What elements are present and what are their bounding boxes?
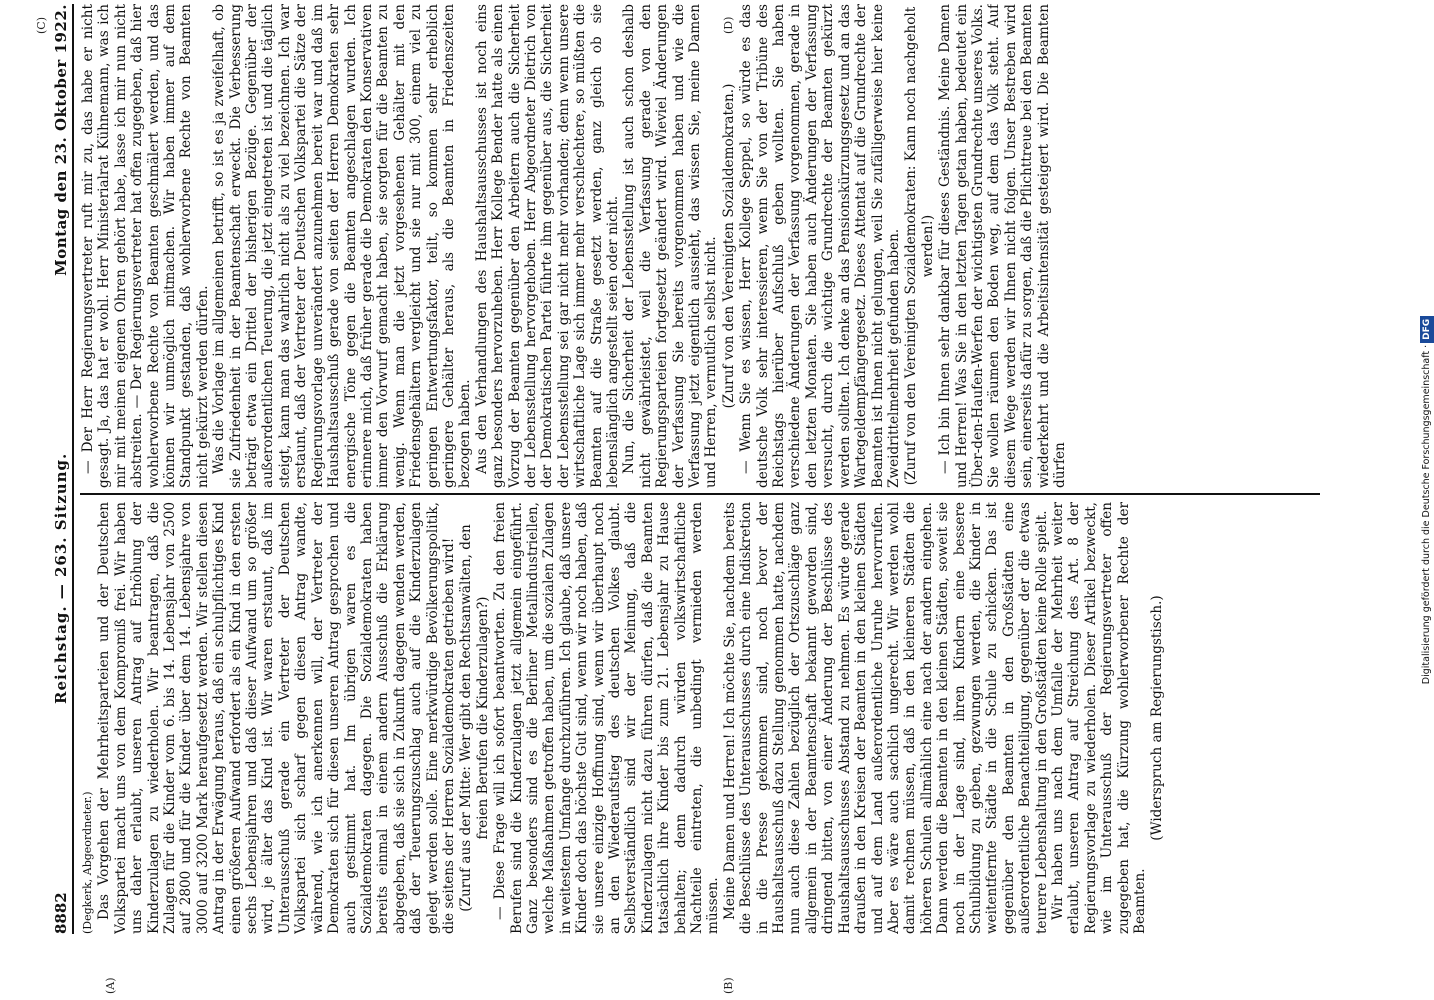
interjection: (Widerspruch am Regierungstisch.) [1149,595,1166,841]
page-header [52,4,74,934]
interjection: (Zuruf von den Vereinigten Sozialdemokraten: Kann noch nachgeholt werden!) [903,6,936,486]
margin-letter-b: (B) [722,977,735,994]
paragraph: Meine Damen und Herren! Ich möchte Sie, nachdem bereits die Beschlüsse des Unterausschusses durch eine Indiskretion in die Presse gekommen sind, noch bevor der Haushaltsausschuß dazu Stellung genommen hatte, nachdem nun auch diese Zahlen bezüglich der Ortszuschläge ganz allgemein in der Beamtenschaft bekannt geworden sind, dringend bitten, von einer Änderung der Beschlüsse des Haushaltsausschusses Abstand zu nehmen. Es würde gerade draußen in den Kreisen der Beamten in den kleinen Städten und auf dem Land außerordentliche Unruhe hervorrufen. Aber es wäre auch sachlich ungerecht. Wir werden wohl damit rechnen müssen, daß in den kleineren Städten die höheren Schulen allmählich eine nach der andern eingehen. Dann werden die Beamten in den kleinen Städten, soweit sie noch in der Lage sind, ihren Kindern eine bessere Schulbildung zu geben, gezwungen werden, die Kinder in weitentfernte Städte in die Schule zu schicken. Das ist gegenüber den Beamten in den Großstädten eine außerordentliche Benachteiligung, gegenüber der die etwas teurere Lebenshaltung in den Großstädten keine Rolle spielt. [721,502,1050,934]
margin-letter-d: (D) [722,16,735,34]
page-number: 8882 [52,892,70,934]
paragraph: — Wenn Sie es wissen, Herr Kollege Seppel, so würde es das deutsche Volk sehr interessieren, wenn Sie von der Tribüne des Reichstags hierüber Aufschluß geben wollten. Sie haben verschiedene Änderungen der Verfassung vorgenommen, gerade in den letzten Monaten. Sie haben auch Änderungen der Verfassung versucht, durch die wichtige Grundrechte der Beamten gekürzt werden sollten. Ich denke an das Pensionskürzungsgesetz und an das Wartegeldempfängergesetz. Dieses Attentat auf die Grundrechte der Beamten ist Ihnen nicht gelungen, weil Sie zufälligerweise hier keine Zweidrittelmehrheit gefunden haben. [738,4,902,488]
margin-letter-c: (C) [35,17,48,34]
left-column [80,502,1320,934]
speaker-tag: (Degkerk, Abgeordneter.) [81,791,94,934]
paragraph: Nun, die Sicherheit der Lebensstellung ist auch schon deshalb nicht gewährleistet, weil die Verfassung gerade von den Regierungsparteien fortgesetzt geändert wird. Wieviel Änderungen der Verfassung Sie bereits vorgenommen haben und wie die Verfassung jetzt eigentlich aussieht, das wissen Sie, meine Damen und Herren, vermutlich selbst nicht. [621,4,720,488]
interjection: (Zuruf von den Vereinigten Sozialdemokraten.) [720,83,737,409]
interjection: (Zuruf aus der Mitte: Wer gibt den Rechtsanwälten, den freien Berufen die Kinderzulagen?) [458,524,491,912]
paragraph: Das Vorgehen der Mehrheitsparteien und der Deutschen Volkspartei macht uns von dem Kompromiß frei. Wir haben uns daher erlaubt, unseren Antrag auf Erhöhung der Kinderzulagen zu wiederholen. Wir beantragen, daß die Zulagen für die Kinder vom 6. bis 14. Lebensjahr von 2500 auf 2800 und für die Kinder über dem 14. Lebensjahre von 3000 auf 3200 Mark heraufgesetzt werden. Wir stellen diesen Antrag in der Erwägung heraus, daß ein schulpflichtiges Kind einen größeren Aufwand erfordert als ein Kind in den ersten sechs Lebensjahren und daß dieser Aufwand um so größer wird, je älter das Kind ist. Wir waren erstaunt, daß im Unterausschuß gerade ein Vertreter der Deutschen Volkspartei sich scharf gegen diesen Antrag wandte, während, wie ich anerkennen will, der Vertreter der Demokraten sich für diesen unseren Antrag gesprochen und auch gestimmt hat. Im übrigen waren es die Sozialdemokraten dagegen. Die Sozialdemokraten haben bereits einmal in einem andern Ausschuß die Erklärung abgegeben, daß sie sich in Zukunft dagegen wenden werden, daß der Teuerungszuschlag auch auf die Kinderzulagen gelegt werden solle. Eine merkwürdige Bevölkerungspolitik, die seitens der Herren Sozialdemokraten getrieben wird! [96,502,457,934]
dfg-logo: DFG [1420,316,1434,343]
margin-letter-a: (A) [104,977,117,994]
column-divider [80,493,1320,495]
paragraph: Aus den Verhandlungen des Haushaltsausschusses ist noch eins ganz besonders hervorzuheben. Herr Kollege Bender hatte als einen Vorzug der Beamten gegenüber den Arbeitern auch die Sicherheit der Lebensstellung hervorgehoben. Herr Abgeordneter Dietrich von der Demokratischen Partei führte ihm gegenüber aus, die Sicherheit der Lebensstellung sei gar nicht mehr vorhanden; denn wenn unsere wirtschaftliche Lage sich immer mehr verschlechtere, so müßten die Beamten auf die Straße gesetzt werden, ganz gleich ob sie lebenslänglich angestellt seien oder nicht. [473,4,621,488]
digitization-credit [1420,0,1434,1000]
header-date: Montag den 23. Oktober 1922. [52,4,70,276]
right-column [80,4,1320,488]
paragraph: — Diese Frage will ich sofort beantworten. Zu den freien Berufen sind die Kinderzulagen jetzt allgemein eingeführt. Ganz besonders sind es die Berliner Metallindustriellen, welche Maßnahmen getroffen haben, um die sozialen Zulagen in weitestem Umfange durchzuführen. Ich glaube, daß unsere Kinder doch das höchste Gut sind, wenn wir noch haben, daß sie unsere einzige Hoffnung sind, wenn wir überhaupt noch an den Wiederaufstieg des deutschen Volkes glaubt. Selbstverständlich sind wir der Meinung, daß die Kinderzulagen nicht dazu führen dürfen, daß die Beamten tatsächlich ihre Kinder bis zum 21. Lebensjahr zu Hause behalten; denn dadurch würden volkswirtschaftliche Nachteile eintreten, die unbedingt vermieden werden müssen. [492,502,722,934]
paragraph: — Der Herr Regierungsvertreter ruft mir zu, das habe er nicht gesagt. Ja, das hat er wohl. Herr Ministerialrat Kühnemann, was ich mir mit meinen eigenen Ohren gehört habe, lasse ich mir nun nicht abstreiten. — Der Regierungsvertreter hat offen zugegeben, daß hier wohlerworbene Rechte von Beamten geschmälert werden, und das können wir unmöglich mitmachen. Wir haben immer auf dem Standpunkt gestanden, daß wohlerworbene Rechte von Beamten nicht gekürzt werden dürfen. [80,4,211,488]
paragraph: Wir haben uns nach dem Umfalle der Mehrheit weiter erlaubt, unseren Antrag auf Streichung des Art. 8 der Regierungsvorlage zu wiederholen. Dieser Artikel bezweckt, wie im Unterausschuß der Regierungsvertreter offen zugegeben hat, die Kürzung wohlerworbener Rechte der Beamten. [1049,502,1148,934]
header-title: Reichstag. — 263. Sitzung. [52,452,70,704]
credit-text: Digitalisierung gefördert durch die Deutsche Forschungsgemeinschaft · [1421,344,1432,685]
paragraph: Was die Vorlage im allgemeinen betrifft, so ist es ja zweifelhaft, ob sie Zufriedenheit in der Beamtenschaft erweckt. Die Verbesserung beträgt etwa ein Drittel der bisherigen Bezüge. Gegenüber der außerordentlichen Teuerung, die jetzt eingetreten ist und die täglich steigt, kann man das wahrlich nicht als zu viel bezeichnen. Ich war erstaunt, daß der Vertreter der Deutschen Volkspartei die Sätze der Regierungsvorlage unverändert anzunehmen bereit war und daß im Haushaltsausschuß gerade von seiten der Herren Demokraten sehr energische Töne gegen die Beamten angeschlagen wurden. Ich erinnere mich, daß früher gerade die Demokraten den Konservativen immer den Vorwurf gemacht haben, sie sorgten für die Beamten zu wenig. Wenn man die jetzt vorgesehenen Gehälter mit den Friedensgehältern vergleicht und sie nur mit 300, einem viel zu geringen Entwertungsfaktor, teilt, so kommen sehr erheblich geringere Gehälter heraus, als die Beamten in Friedenszeiten bezogen haben. [211,4,474,488]
paragraph: — Ich bin Ihnen sehr dankbar für dieses Geständnis. Meine Damen und Herren! Was Sie in den letzten Tagen getan haben, bedeutet ein Über-den-Haufen-Werfen der wichtigsten Grundrechte unseres Volks. Sie wollen räumen den Boden weg, auf dem das Volk steht. Auf diesem Wege werden wir Ihnen nicht folgen. Unser Bestreben wird sein, einerseits dafür zu sorgen, daß die Pflichttreue bei den Beamten wiederkehrt und die Arbeitsintensität gesteigert wird. Die Beamten dürfen [937,4,1068,488]
